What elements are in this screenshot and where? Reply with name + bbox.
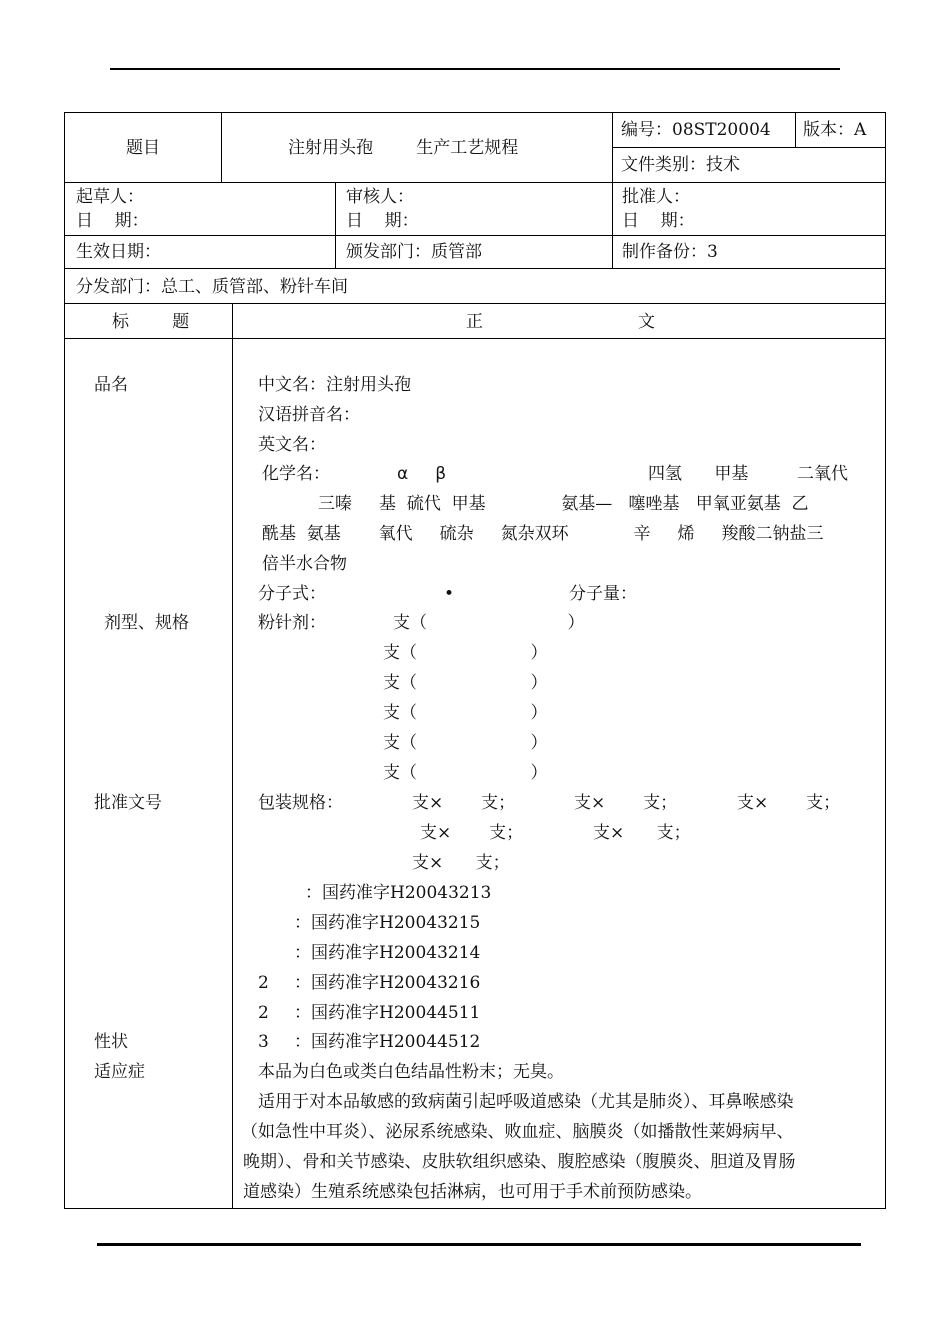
- top-rule: [110, 68, 840, 70]
- row-line: [612, 147, 885, 148]
- row-line: [65, 235, 885, 236]
- packaging-spec: 支× 支；: [420, 823, 524, 843]
- chemical-name-1: 四氢 甲基 二氧代: [648, 464, 849, 484]
- approval-number: ：国药准字H20044512: [294, 1032, 481, 1052]
- distribution: 分发部门：总工、质管部、粉针车间: [76, 277, 348, 297]
- packaging-label: 包装规格：: [258, 793, 343, 813]
- indication-line: （如急性中耳炎）、泌尿系统感染、败血症、脑膜炎（如播散性莱姆病早、: [241, 1122, 794, 1142]
- title-label: 题目: [126, 138, 160, 158]
- document-title: 注射用头孢 生产工艺规程: [288, 138, 519, 158]
- molecular-weight: 分子量：: [569, 584, 637, 604]
- formula-dot: •: [444, 584, 455, 604]
- chemical-name-greek: α β: [397, 464, 447, 484]
- indication-line: 适用于对本品敏感的致病菌引起呼吸道感染（尤其是肺炎）、耳鼻喉感染: [258, 1092, 794, 1112]
- spec-line: 支（ ）: [383, 643, 548, 663]
- pinyin-name: 汉语拼音名：: [258, 405, 360, 425]
- version: 版本：A: [803, 120, 867, 140]
- spec-line: 支（ ）: [393, 613, 585, 633]
- chemical-name-2: 三嗪 基 硫代 甲基 氨基— 噻唑基 甲氧亚氨基 乙: [318, 494, 809, 514]
- reviewer: 审核人：: [346, 187, 414, 207]
- spec-line: 支（ ）: [383, 673, 548, 693]
- approval-number: ：国药准字H20043216: [294, 973, 481, 993]
- spec-line: 支（ ）: [383, 703, 548, 723]
- en-name: 英文名：: [258, 435, 326, 455]
- molecular-formula: 分子式：: [258, 584, 326, 604]
- chemical-name-4: 倍半水合物: [262, 554, 347, 574]
- label-appearance: 性状: [94, 1032, 128, 1052]
- column-header-title: 标 题: [112, 312, 190, 332]
- packaging-spec: 支× 支；: [412, 853, 510, 873]
- packaging-spec: 支× 支；: [412, 793, 516, 813]
- row-line: [65, 338, 885, 339]
- col-line: [612, 113, 613, 269]
- row-line: [65, 268, 885, 269]
- label-indication: 适应症: [94, 1062, 145, 1082]
- cn-name: 中文名：注射用头孢: [258, 375, 411, 395]
- row-line: [65, 182, 885, 183]
- bottom-rule: [97, 1243, 861, 1246]
- column-header-body-2: 文: [638, 312, 655, 332]
- col-line: [221, 113, 222, 183]
- packaging-spec: 支× 支；: [737, 793, 841, 813]
- indication-line: 道感染）生殖系统感染包括淋病，也可用于手术前预防感染。: [243, 1182, 702, 1202]
- approval-prefix: 3: [258, 1032, 269, 1052]
- col-line: [795, 113, 796, 148]
- powder-label: 粉针剂：: [258, 613, 326, 633]
- document-category: 文件类别：技术: [621, 155, 740, 175]
- drafter: 起草人：: [76, 187, 144, 207]
- label-approval: 批准文号: [94, 793, 162, 813]
- approval-prefix: 2: [258, 973, 269, 993]
- label-dosage: 剂型、规格: [104, 613, 189, 633]
- copies: 制作备份：3: [622, 242, 718, 262]
- effective-date: 生效日期：: [76, 242, 161, 262]
- packaging-spec: 支× 支；: [593, 823, 691, 843]
- approval-prefix: 2: [258, 1003, 269, 1023]
- drafter-date: 日 期：: [76, 211, 149, 231]
- indication-line: 晚期）、骨和关节感染、皮肤软组织感染、腹腔感染（腹膜炎、胆道及胃肠: [243, 1152, 796, 1172]
- row-line: [65, 303, 885, 304]
- chemical-name-label: 化学名：: [262, 464, 330, 484]
- spec-line: 支（ ）: [383, 733, 548, 753]
- col-line: [335, 182, 336, 269]
- packaging-spec: 支× 支；: [574, 793, 678, 813]
- document-number: 编号：08ST20004: [621, 120, 771, 140]
- col-line: [232, 303, 233, 1208]
- approver-date: 日 期：: [622, 211, 695, 231]
- approval-number: ：国药准字H20043215: [294, 913, 481, 933]
- reviewer-date: 日 期：: [346, 211, 419, 231]
- approver: 批准人：: [622, 187, 690, 207]
- chemical-name-3: 酰基 氨基 氧代 硫杂 氮杂双环 辛 烯 羧酸二钠盐三: [262, 524, 824, 544]
- issuing-dept: 颁发部门：质管部: [346, 242, 482, 262]
- spec-line: 支（ ）: [383, 763, 548, 783]
- approval-number: ：国药准字H20044511: [294, 1003, 481, 1023]
- label-product-name: 品名: [94, 375, 128, 395]
- appearance-text: 本品为白色或类白色结晶性粉末；无臭。: [258, 1062, 564, 1082]
- approval-number: ：国药准字H20043214: [294, 943, 481, 963]
- column-header-body-1: 正: [466, 312, 483, 332]
- approval-number: ：国药准字H20043213: [305, 883, 492, 903]
